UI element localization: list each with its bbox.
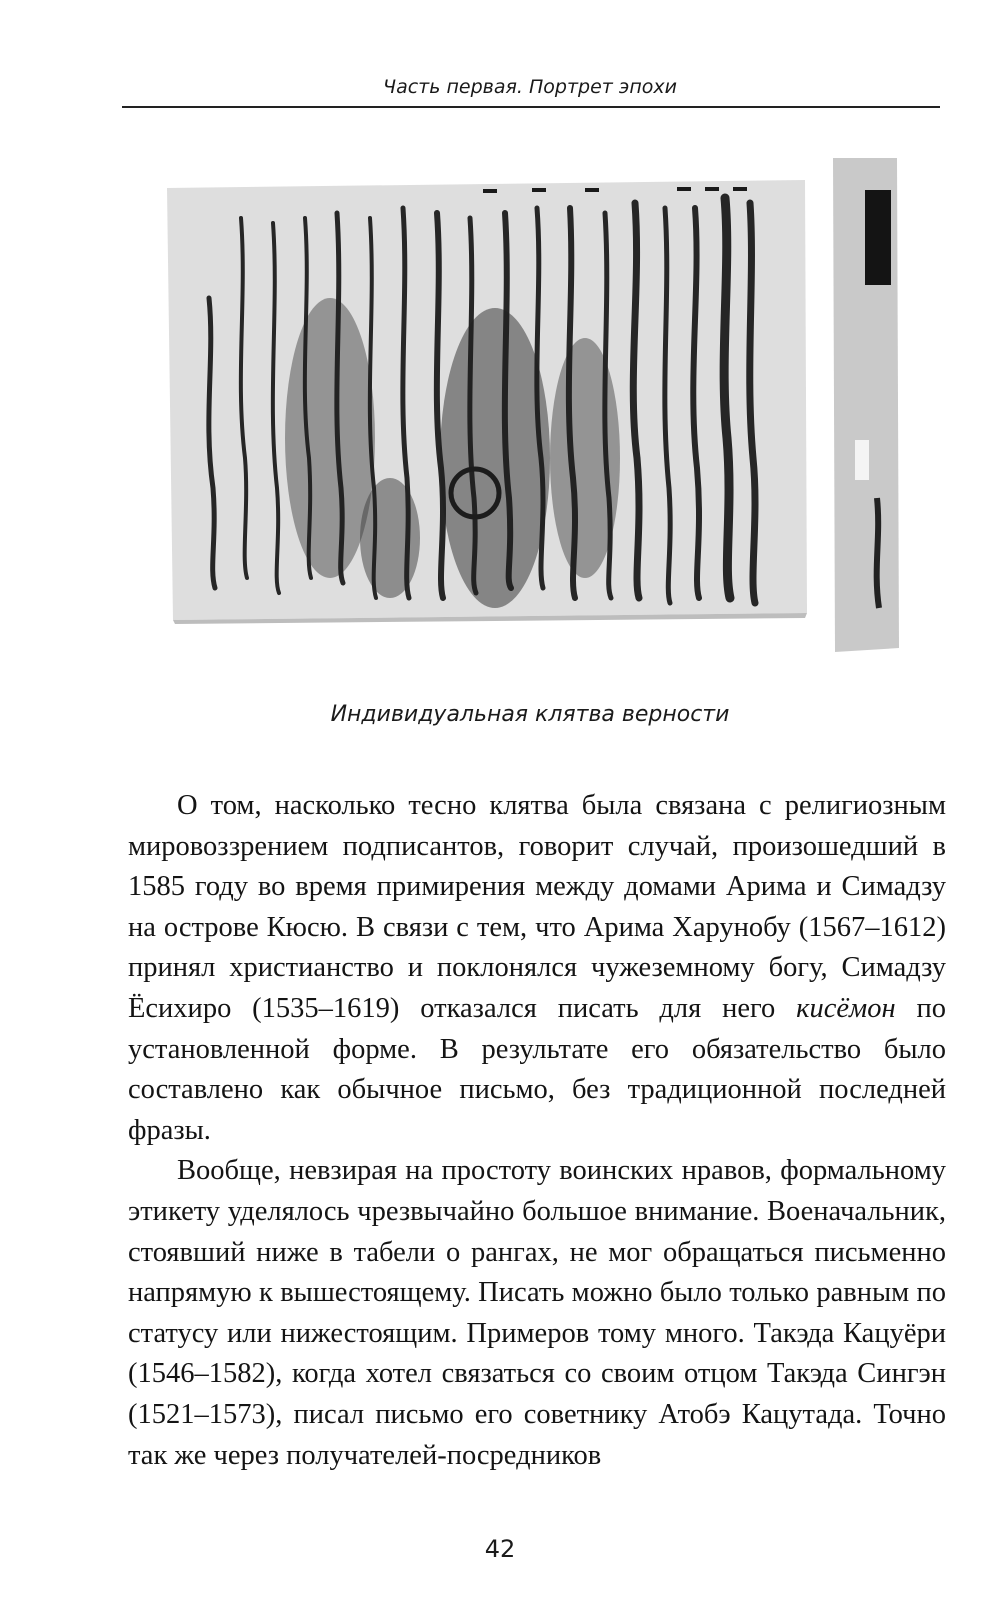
paragraph-2: Вообще, невзирая на простоту воинских нравов, формальному этикету уделялось чрезвычайно большое внимание. Военачальник, стоявший ниже в табели о рангах, не мог обращаться письменно напрямую к вышестоящему. Писать можно было только равным по статусу или нижестоящим. Примеров тому много. Такэда Кацуёри (1546–1582), когда хотел связаться со своим отцом Такэда Сингэн (1521–1573), писал письмо его советнику Атобэ Кацутада. Точно так же через получателей-посредников: [128, 1155, 946, 1471]
term-kisemon: кисёмон: [796, 992, 896, 1024]
main-text: [128, 786, 946, 1476]
page-number: 42: [484, 1535, 516, 1563]
header-rule: [122, 106, 940, 108]
running-head: Часть первая. Портрет эпохи: [383, 76, 677, 98]
oath-document-photo: [165, 158, 937, 670]
label-strip-writing: [877, 498, 879, 608]
figure-caption: Индивидуальная клятва верности: [330, 702, 730, 727]
oath-document-image: [165, 158, 937, 670]
label-strip-dark-band: [865, 190, 891, 285]
paragraph-1: О том, насколько тесно клятва была связана с религиозным мировоззрением подписантов, говорит случай, произошедший в 1585 году во время примирения между домами Арима и Симадзу на острове Кюсю. В связи с тем, что Арима Харунобу (1567–1612) принял христианство и поклонялся чужеземному богу, Симадзу Ёсихиро (1535–1619) отказался писать для него кисёмон по установленной форме. В результате его обязательство было составлено как обычное письмо, без традиционной последней фразы.: [128, 790, 946, 1146]
label-strip-tag: [855, 440, 869, 480]
